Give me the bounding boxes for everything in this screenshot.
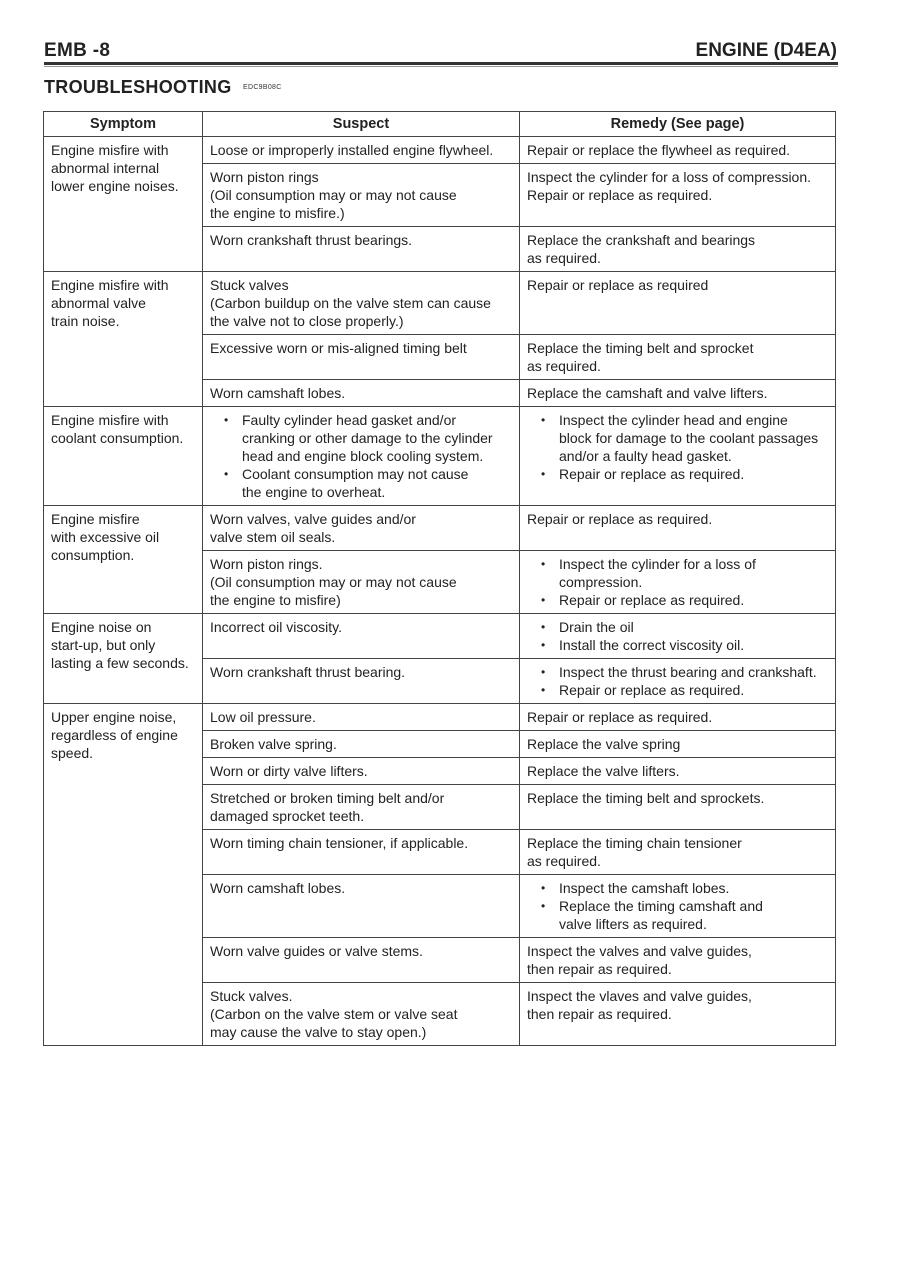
- remedy-line: Replace the valve spring: [527, 736, 681, 752]
- remedy-line: Replace the camshaft and valve lifters.: [527, 385, 768, 401]
- suspect-cell: [203, 551, 520, 614]
- symptom-line: lower engine noises.: [51, 178, 179, 194]
- suspect-cell: [203, 731, 520, 758]
- remedy-cell: [520, 137, 836, 164]
- remedy-line: then repair as required.: [527, 1006, 672, 1022]
- suspect-line: the engine to overheat.: [242, 484, 386, 500]
- remedy-line: Replace the timing belt and sprocket: [527, 340, 754, 356]
- suspect-line: cranking or other damage to the cylinder: [242, 430, 493, 446]
- list-item: [541, 879, 828, 897]
- suspect-line: Worn valve guides or valve stems.: [210, 943, 423, 959]
- symptom-cell: [44, 272, 203, 407]
- suspect-cell: [203, 758, 520, 785]
- suspect-cell: [203, 704, 520, 731]
- header-rule-thin: [44, 66, 838, 67]
- remedy-line: Replace the timing belt and sprockets.: [527, 790, 765, 806]
- symptom-line: abnormal valve: [51, 295, 146, 311]
- symptom-cell: [44, 137, 203, 272]
- suspect-cell: [203, 938, 520, 983]
- symptom-line: abnormal internal: [51, 160, 160, 176]
- remedy-line: Repair or replace as required.: [527, 511, 713, 527]
- remedy-bullet-list: [527, 879, 828, 933]
- suspect-line: may cause the valve to stay open.): [210, 1024, 427, 1040]
- table-row: [44, 506, 836, 551]
- remedy-line: • Repair or replace as required.: [559, 682, 745, 698]
- suspect-cell: [203, 830, 520, 875]
- table-header-row: [44, 112, 836, 137]
- suspect-line: Incorrect oil viscosity.: [210, 619, 342, 635]
- remedy-bullet-list: [527, 663, 828, 699]
- suspect-cell: [203, 659, 520, 704]
- symptom-line: coolant consumption.: [51, 430, 184, 446]
- remedy-cell: [520, 758, 836, 785]
- header-rule: [44, 62, 838, 65]
- symptom-cell: [44, 614, 203, 704]
- list-item: [541, 591, 828, 609]
- remedy-bullet-list: [527, 618, 828, 654]
- list-item: [541, 465, 828, 483]
- suspect-cell: [203, 227, 520, 272]
- suspect-line: Worn timing chain tensioner, if applicable.: [210, 835, 469, 851]
- column-header-remedy: Remedy (See page): [520, 112, 836, 137]
- suspect-cell: [203, 164, 520, 227]
- list-item: [541, 411, 828, 465]
- suspect-line: Stuck valves.: [210, 988, 293, 1004]
- suspect-line: Worn camshaft lobes.: [210, 880, 346, 896]
- suspect-cell: [203, 785, 520, 830]
- column-header-suspect: Suspect: [203, 112, 520, 137]
- suspect-line: damaged sprocket teeth.: [210, 808, 365, 824]
- remedy-cell: [520, 506, 836, 551]
- suspect-line: Loose or improperly installed engine flywheel.: [210, 142, 494, 158]
- troubleshooting-table: [43, 111, 836, 1046]
- list-item: [541, 663, 828, 681]
- symptom-line: consumption.: [51, 547, 135, 563]
- suspect-line: the valve not to close properly.): [210, 313, 404, 329]
- list-item: [224, 411, 512, 465]
- suspect-cell: [203, 506, 520, 551]
- suspect-line: (Oil consumption may or may not cause: [210, 574, 457, 590]
- remedy-line: • Repair or replace as required.: [559, 466, 745, 482]
- suspect-line: head and engine block cooling system.: [242, 448, 484, 464]
- remedy-line: Repair or replace as required.: [527, 709, 713, 725]
- symptom-line: Engine misfire: [51, 511, 140, 527]
- remedy-cell: [520, 272, 836, 335]
- suspect-cell: [203, 335, 520, 380]
- symptom-line: Engine misfire with: [51, 412, 169, 428]
- symptom-line: regardless of engine: [51, 727, 178, 743]
- suspect-line: Low oil pressure.: [210, 709, 316, 725]
- symptom-cell: [44, 704, 203, 1046]
- remedy-line: • Install the correct viscosity oil.: [559, 637, 745, 653]
- section-number: EMB -8: [44, 40, 111, 61]
- remedy-cell: [520, 938, 836, 983]
- suspect-line: Worn crankshaft thrust bearings.: [210, 232, 413, 248]
- remedy-cell: [520, 785, 836, 830]
- suspect-cell: [203, 380, 520, 407]
- symptom-line: with excessive oil: [51, 529, 160, 545]
- suspect-cell: [203, 983, 520, 1046]
- remedy-line: Replace the timing chain tensioner: [527, 835, 742, 851]
- suspect-line: Worn piston rings: [210, 169, 319, 185]
- suspect-line: valve stem oil seals.: [210, 529, 336, 545]
- suspect-cell: [203, 137, 520, 164]
- remedy-line: and/or a faulty head gasket.: [559, 448, 732, 464]
- suspect-line: Worn camshaft lobes.: [210, 385, 346, 401]
- remedy-line: as required.: [527, 853, 601, 869]
- list-item: [541, 555, 828, 591]
- symptom-line: speed.: [51, 745, 94, 761]
- chapter-title: ENGINE (D4EA): [695, 40, 837, 61]
- suspect-line: • Faulty cylinder head gasket and/or: [242, 412, 457, 428]
- table-row: [44, 407, 836, 506]
- suspect-cell: [203, 875, 520, 938]
- suspect-line: Worn piston rings.: [210, 556, 323, 572]
- remedy-cell: [520, 704, 836, 731]
- remedy-line: • Inspect the thrust bearing and crankshaft.: [559, 664, 817, 680]
- remedy-line: Replace the valve lifters.: [527, 763, 680, 779]
- remedy-cell: [520, 731, 836, 758]
- symptom-line: start-up, but only: [51, 637, 156, 653]
- suspect-cell: [203, 272, 520, 335]
- remedy-line: Repair or replace the flywheel as required.: [527, 142, 791, 158]
- remedy-cell: [520, 659, 836, 704]
- list-item: [541, 636, 828, 654]
- remedy-line: block for damage to the coolant passages: [559, 430, 819, 446]
- table-row: [44, 137, 836, 164]
- suspect-line: (Oil consumption may or may not cause: [210, 187, 457, 203]
- suspect-line: (Carbon on the valve stem or valve seat: [210, 1006, 458, 1022]
- remedy-cell: [520, 380, 836, 407]
- symptom-line: Engine noise on: [51, 619, 152, 635]
- symptom-cell: [44, 506, 203, 614]
- remedy-line: • Inspect the cylinder for a loss of: [559, 556, 756, 572]
- suspect-cell: [203, 614, 520, 659]
- suspect-line: Broken valve spring.: [210, 736, 337, 752]
- suspect-line: Stretched or broken timing belt and/or: [210, 790, 445, 806]
- remedy-cell: [520, 407, 836, 506]
- list-item: [541, 897, 828, 933]
- remedy-line: as required.: [527, 358, 601, 374]
- remedy-line: Repair or replace as required: [527, 277, 709, 293]
- suspect-line: the engine to misfire.): [210, 205, 345, 221]
- list-item: [224, 465, 512, 501]
- suspect-line: the engine to misfire): [210, 592, 341, 608]
- remedy-bullet-list: [527, 555, 828, 609]
- remedy-line: as required.: [527, 250, 601, 266]
- column-header-symptom: Symptom: [44, 112, 203, 137]
- list-item: [541, 618, 828, 636]
- remedy-line: Inspect the cylinder for a loss of compression.: [527, 169, 812, 185]
- table-row: [44, 704, 836, 731]
- remedy-cell: [520, 227, 836, 272]
- remedy-line: • Inspect the cylinder head and engine: [559, 412, 788, 428]
- remedy-cell: [520, 614, 836, 659]
- page-title: TROUBLESHOOTING: [44, 77, 232, 97]
- suspect-line: Excessive worn or mis-aligned timing belt: [210, 340, 467, 356]
- remedy-line: Inspect the vlaves and valve guides,: [527, 988, 752, 1004]
- remedy-cell: [520, 164, 836, 227]
- remedy-line: • Drain the oil: [559, 619, 634, 635]
- suspect-line: Worn valves, valve guides and/or: [210, 511, 416, 527]
- remedy-line: compression.: [559, 574, 643, 590]
- suspect-bullet-list: [210, 411, 512, 501]
- remedy-cell: [520, 875, 836, 938]
- remedy-cell: [520, 983, 836, 1046]
- table-row: [44, 614, 836, 659]
- symptom-line: Upper engine noise,: [51, 709, 177, 725]
- list-item: [541, 681, 828, 699]
- remedy-line: Inspect the valves and valve guides,: [527, 943, 752, 959]
- doc-code: EDC9B08C: [243, 84, 282, 91]
- remedy-cell: [520, 335, 836, 380]
- suspect-line: • Coolant consumption may not cause: [242, 466, 469, 482]
- remedy-line: • Replace the timing camshaft and: [559, 898, 763, 914]
- remedy-line: • Repair or replace as required.: [559, 592, 745, 608]
- symptom-cell: [44, 407, 203, 506]
- suspect-line: Worn crankshaft thrust bearing.: [210, 664, 406, 680]
- table-row: [44, 272, 836, 335]
- symptom-line: Engine misfire with: [51, 277, 169, 293]
- remedy-bullet-list: [527, 411, 828, 483]
- symptom-line: train noise.: [51, 313, 120, 329]
- suspect-cell: [203, 407, 520, 506]
- symptom-line: Engine misfire with: [51, 142, 169, 158]
- suspect-line: (Carbon buildup on the valve stem can cause: [210, 295, 491, 311]
- remedy-line: • Inspect the camshaft lobes.: [559, 880, 730, 896]
- remedy-line: then repair as required.: [527, 961, 672, 977]
- remedy-line: Replace the crankshaft and bearings: [527, 232, 756, 248]
- remedy-cell: [520, 551, 836, 614]
- suspect-line: Stuck valves: [210, 277, 289, 293]
- remedy-cell: [520, 830, 836, 875]
- suspect-line: Worn or dirty valve lifters.: [210, 763, 368, 779]
- remedy-line: Repair or replace as required.: [527, 187, 713, 203]
- remedy-line: valve lifters as required.: [559, 916, 707, 932]
- symptom-line: lasting a few seconds.: [51, 655, 189, 671]
